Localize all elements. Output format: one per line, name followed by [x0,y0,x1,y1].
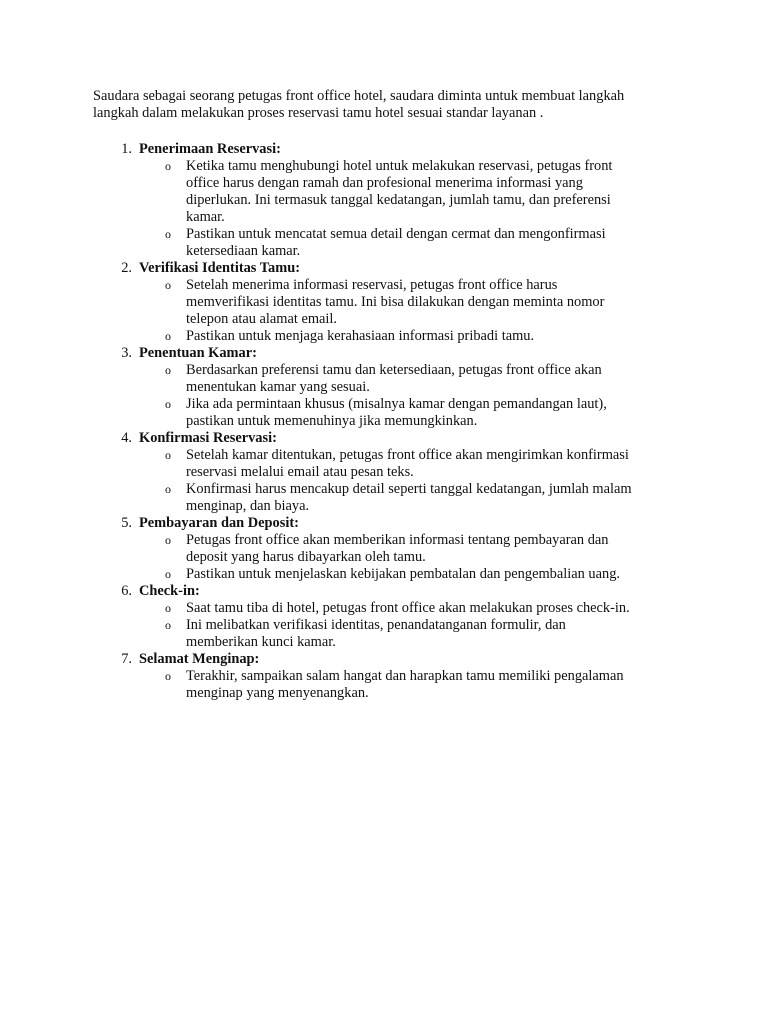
step-point-line: menginap yang menyenangkan. [186,685,369,701]
step-title: Penentuan Kamar: [139,345,257,361]
step-point [165,668,693,702]
step-point-line: Petugas front office akan memberikan informasi tentang pembayaran dan [186,532,609,548]
step-point [165,277,693,328]
steps-list [93,141,693,702]
bullet-icon: o [165,567,171,581]
step-title: Check-in: [139,583,200,599]
step-point-line: kamar. [186,209,225,225]
step-point [165,447,693,481]
step-number: 6. [121,583,132,599]
step-point-line: memverifikasi identitas tamu. Ini bisa dilakukan dengan meminta nomor [186,294,605,310]
bullet-icon: o [165,533,171,547]
step-point-line: Konfirmasi harus mencakup detail seperti tanggal kedatangan, jumlah malam [186,481,632,497]
step-point-line: Terakhir, sampaikan salam hangat dan harapkan tamu memiliki pengalaman [186,668,624,684]
step-point [165,396,693,430]
step-point-line: memberikan kunci kamar. [186,634,336,650]
step-point [165,158,693,226]
step-point [165,566,693,583]
step-point [165,481,693,515]
intro-line: Saudara sebagai seorang petugas front office hotel, saudara diminta untuk membuat langkah [93,88,625,104]
step-point-line: Ini melibatkan verifikasi identitas, penandatanganan formulir, dan [186,617,566,633]
step-title: Penerimaan Reservasi: [139,141,281,157]
step-point-line: deposit yang harus dibayarkan oleh tamu. [186,549,426,565]
step-point-line: menentukan kamar yang sesuai. [186,379,370,395]
step-title: Pembayaran dan Deposit: [139,515,299,531]
step-point-line: Setelah menerima informasi reservasi, petugas front office harus [186,277,558,293]
step-item [93,345,693,430]
step-point-line: ketersediaan kamar. [186,243,301,259]
step-point [165,226,693,260]
step-item [93,583,693,651]
step-point [165,328,693,345]
step-point-line: pastikan untuk memenuhinya jika memungkinkan. [186,413,478,429]
step-number: 2. [121,260,132,276]
bullet-icon: o [165,601,171,615]
step-item [93,260,693,345]
bullet-icon: o [165,397,171,411]
step-title: Verifikasi Identitas Tamu: [139,260,300,276]
bullet-icon: o [165,363,171,377]
step-item [93,141,693,260]
step-point-line: Jika ada permintaan khusus (misalnya kamar dengan pemandangan laut), [186,396,607,412]
step-point-line: menginap, dan biaya. [186,498,310,514]
bullet-icon: o [165,159,171,173]
step-number: 7. [121,651,132,667]
step-point-line: office harus dengan ramah dan profesional menerima informasi yang [186,175,583,191]
bullet-icon: o [165,448,171,462]
step-point-line: Pastikan untuk menjelaskan kebijakan pembatalan dan pengembalian uang. [186,566,620,582]
step-point-line: Ketika tamu menghubungi hotel untuk melakukan reservasi, petugas front [186,158,613,174]
bullet-icon: o [165,329,171,343]
step-number: 4. [121,430,132,446]
bullet-icon: o [165,278,171,292]
step-title: Konfirmasi Reservasi: [139,430,277,446]
step-point-line: telepon atau alamat email. [186,311,338,327]
step-point-line: Saat tamu tiba di hotel, petugas front office akan melakukan proses check-in. [186,600,630,616]
bullet-icon: o [165,482,171,496]
step-title: Selamat Menginap: [139,651,260,667]
bullet-icon: o [165,618,171,632]
intro-paragraph [93,88,693,122]
step-point [165,532,693,566]
step-point-line: Setelah kamar ditentukan, petugas front office akan mengirimkan konfirmasi [186,447,629,463]
step-point-line: reservasi melalui email atau pesan teks. [186,464,414,480]
step-point-line: Berdasarkan preferensi tamu dan ketersediaan, petugas front office akan [186,362,602,378]
step-point-line: Pastikan untuk menjaga kerahasiaan informasi pribadi tamu. [186,328,535,344]
step-point-line: Pastikan untuk mencatat semua detail dengan cermat dan mengonfirmasi [186,226,606,242]
step-item [93,515,693,583]
step-item [93,430,693,515]
intro-line: langkah dalam melakukan proses reservasi tamu hotel sesuai standar layanan . [93,105,544,121]
step-number: 3. [121,345,132,361]
bullet-icon: o [165,227,171,241]
step-item [93,651,693,702]
step-point [165,617,693,651]
step-point [165,362,693,396]
bullet-icon: o [165,669,171,683]
step-number: 5. [121,515,132,531]
step-number: 1. [121,141,132,157]
step-point-line: diperlukan. Ini termasuk tanggal kedatangan, jumlah tamu, dan preferensi [186,192,611,208]
step-point [165,600,693,617]
